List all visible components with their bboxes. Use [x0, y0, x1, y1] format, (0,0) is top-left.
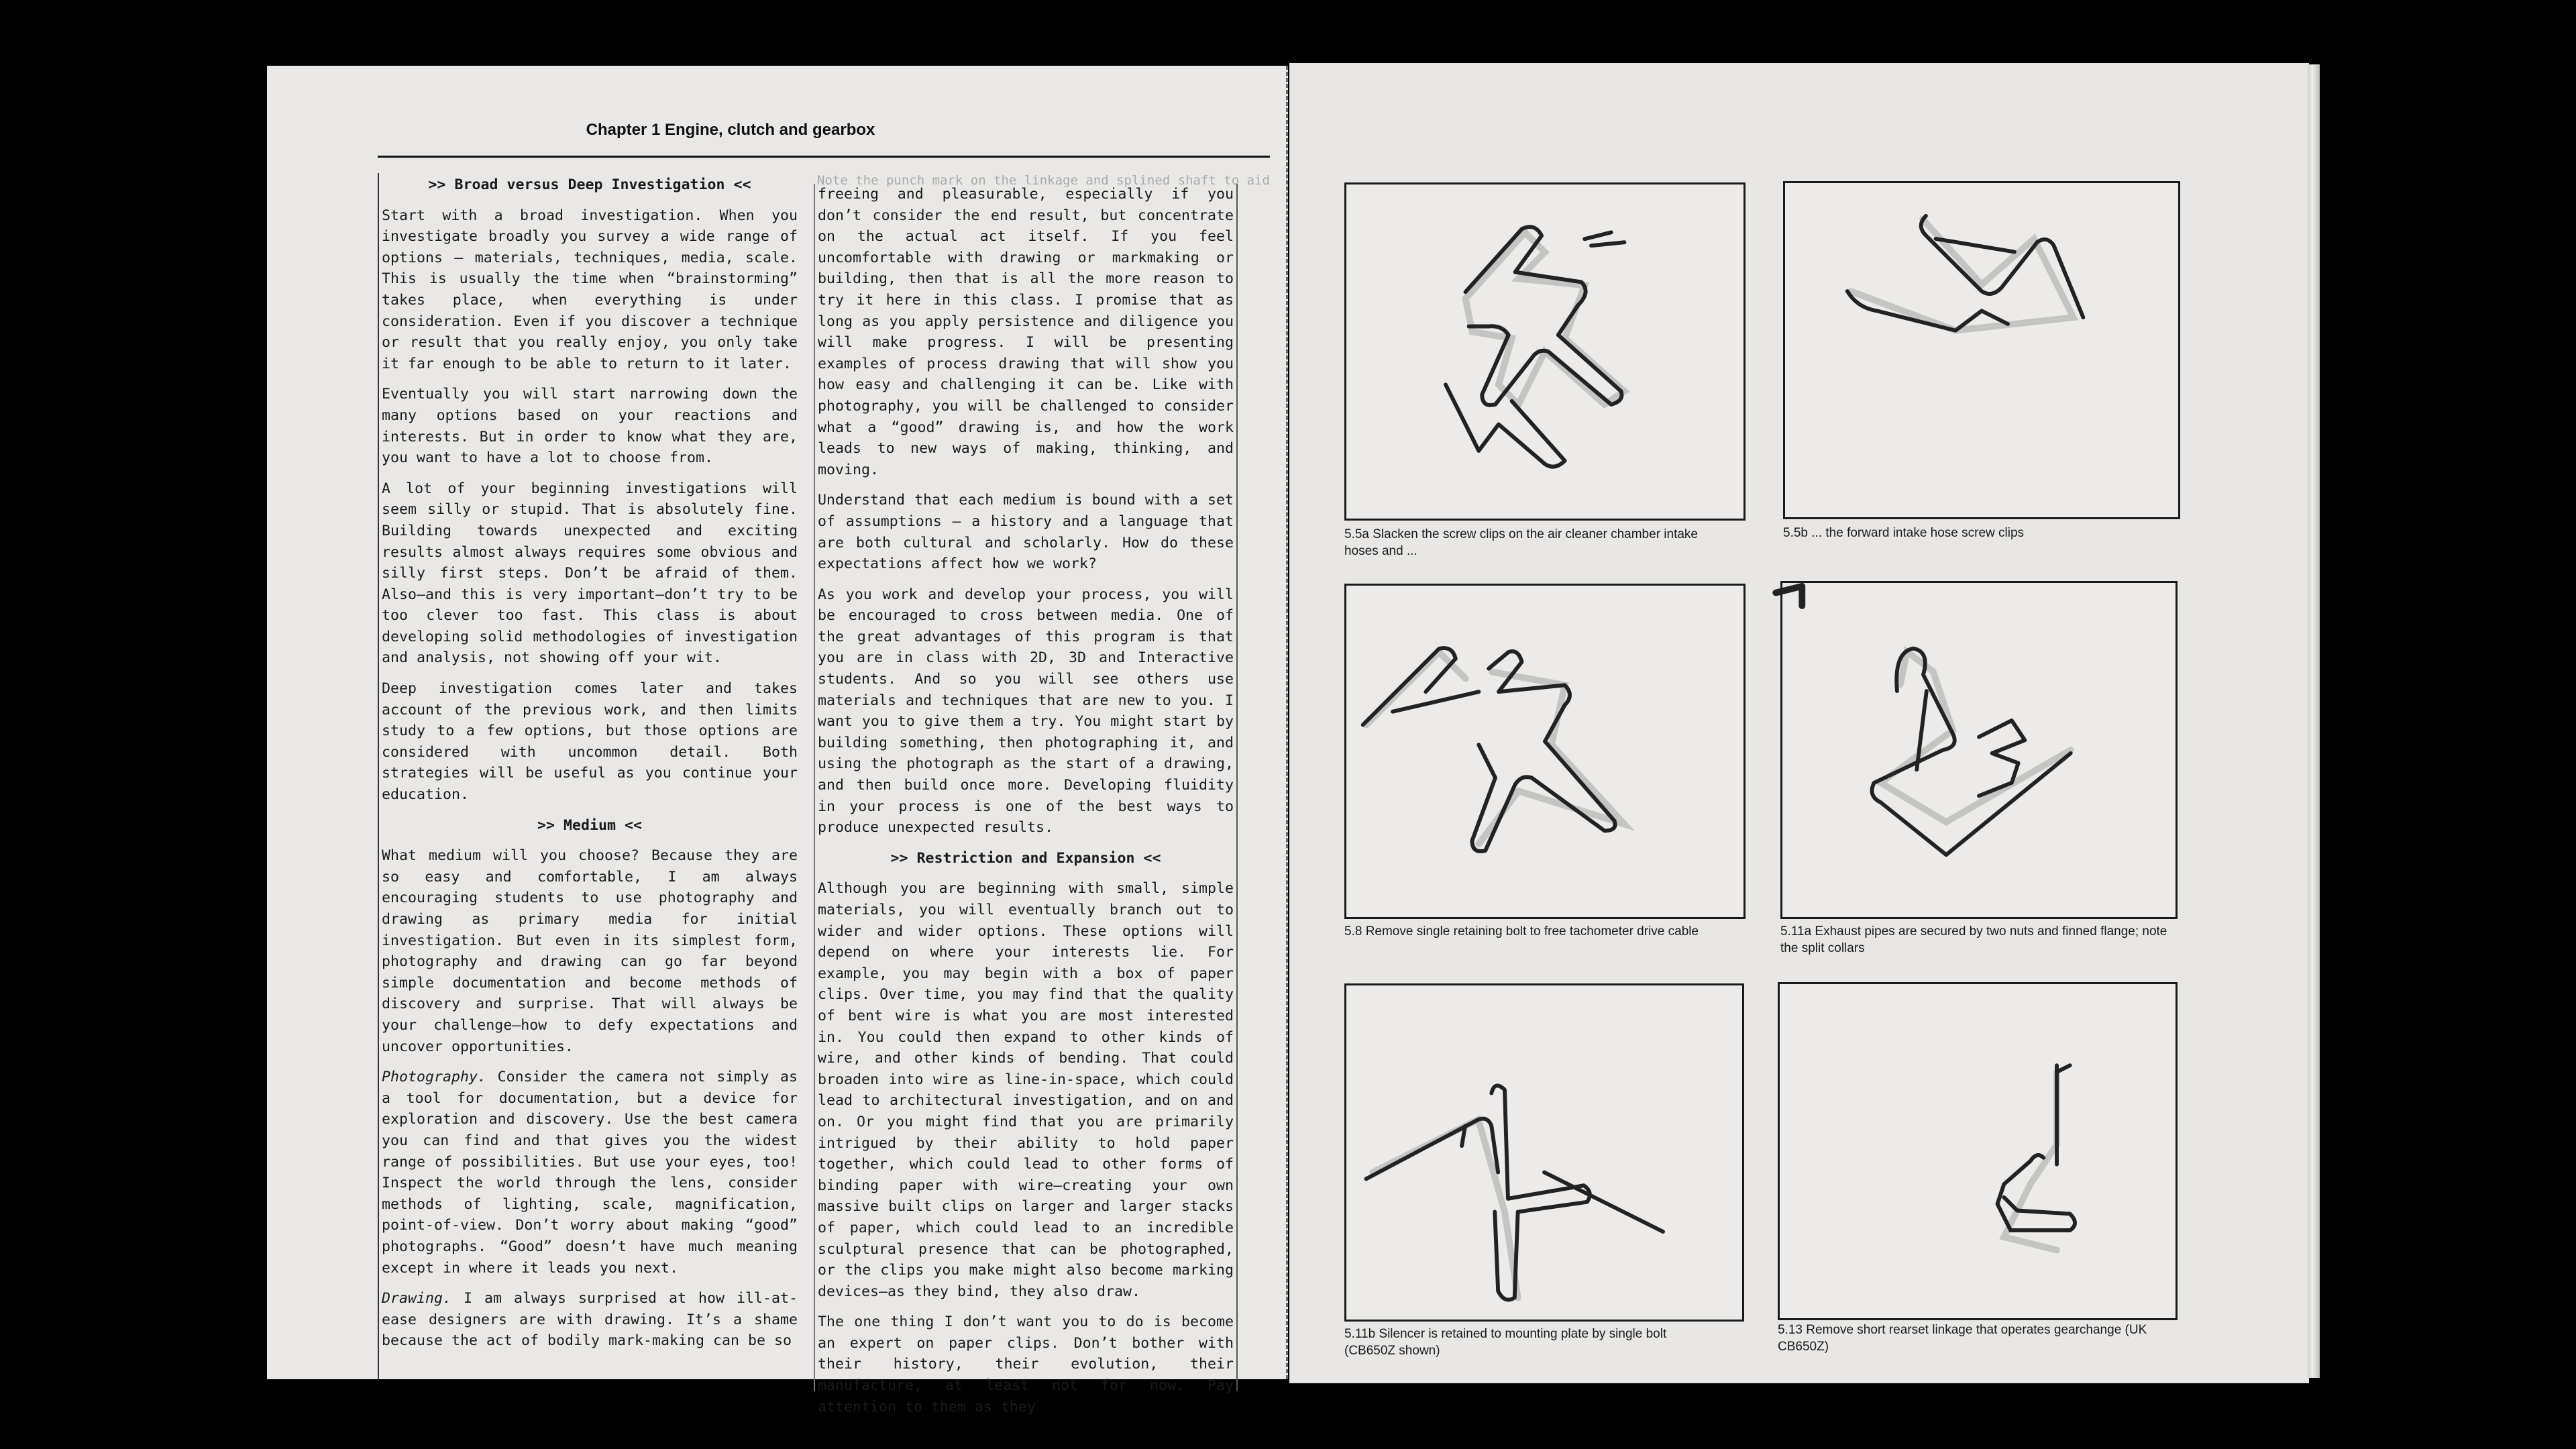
figure-5-11b	[1344, 983, 1744, 1359]
paragraph: freeing and pleasurable, especially if you don’t consider the end result, but concentrate on the actual act itself. If you feel uncomfortable with drawing or markmaking or building, then that is all the more reason to try it here in this class. I promise that as long as you apply persistence and diligence you will make progress. I will be presenting examples of process drawing that will show you how easy and challenging it can be. Like with photography, you will be challenged to consider what a “good” drawing is, and how the work leads to new ways of making, thinking, and moving.	[818, 186, 1234, 478]
figure-5-8	[1344, 584, 1746, 946]
photography-lead: Photography.	[382, 1069, 487, 1086]
heading-restriction-expansion: >> Restriction and Expansion <<	[890, 849, 1161, 867]
figure-photo	[1778, 982, 2178, 1320]
right-page	[1289, 63, 2309, 1383]
binding-gutter	[1286, 66, 1288, 1379]
paragraph: A lot of your beginning investigations will seem silly or stupid. That is absolutely fine. Building towards unexpected and exciting results almost always requires some obvious and silly first steps. Don’t be afraid of them. Also–and this is very important–don’t try to be too clever too fast. This class is about developing solid methodologies of investigation and analysis, not showing off your wit.	[382, 480, 798, 667]
paragraph: Although you are beginning with small, simple materials, you will eventually branch out to wider and wider options. These options will depend on where your interests lie. For example, you may begin with a box of paper clips. Over time, you may find that the quality of bent wire is what you are most interested in. You could then expand to other kinds of wire, and other kinds of bending. That could broaden into wire as line-in-space, which could lead to architectural investigation, and on and on. Or you might find that you are primarily intrigued by their ability to hold paper together, which could lead to other forms of binding paper with wire–creating your own massive built clips on larger and larger stacks of paper, which could lead to an incredible sculptural presence that can be photographed, or the clips you make might also become marking devices–as they bind, they also draw.	[818, 880, 1234, 1300]
paragraph: What medium will you choose? Because they are so easy and comfortable, I am always encouraging students to use photography and drawing as primary media for initial investigation. But even in its simplest form, photography and drawing can go far beyond simple documentation and become methods of discovery and surprise. That will always be your challenge–how to defy expectations and uncover opportunities.	[382, 847, 798, 1055]
text-column-1	[378, 173, 798, 1381]
paragraph: As you work and develop your process, you will be encouraged to cross between media. One of the great advantages of this program is that you are in class with 2D, 3D and Interactive students. And so you will see others use materials and techniques that are new to you. I want you to give them a try. You might start by building something, then photographing it, and using the photograph as the start of a drawing, and then build once more. Developing fluidity in your process is one of the best ways to produce unexpected results.	[818, 586, 1234, 837]
paper-clip-illustration	[1780, 984, 2176, 1318]
paper-clip-illustration	[1346, 985, 1742, 1320]
chapter-header-text: Chapter 1 Engine, clutch and gearbox	[586, 121, 875, 139]
figure-caption: 5.8 Remove single retaining bolt to free tachometer drive cable	[1344, 924, 1699, 938]
paragraph: Deep investigation comes later and takes account of the previous work, and then limits study to a few options, but those options are considered with uncommon detail. Both strategies will be useful as you continue your education.	[382, 680, 798, 804]
figure-caption: 5.11b Silencer is retained to mounting plate by single bolt (CB650Z shown)	[1344, 1327, 1667, 1358]
page-stack-edge	[2308, 64, 2320, 1378]
figure-5-5a	[1344, 182, 1746, 558]
left-page	[267, 66, 1288, 1415]
paper-clip-illustration	[1346, 586, 1743, 917]
figure-photo	[1344, 584, 1746, 919]
photography-body: Consider the camera not simply as a tool for documentation, but a device for exploration and discovery. Use the best camera you can find and that gives you the widest range of possibilities. But use your eyes, too! Inspect the world through the lens, consider methods of lighting, scale, magnification, point-of-view. Don’t worry about making “good” photographs. “Good” doesn’t have much meaning except in where it leads you next.	[382, 1069, 798, 1277]
paragraph-drawing	[382, 1288, 798, 1352]
figure-caption: 5.5b ... the forward intake hose screw clips	[1783, 526, 2025, 540]
text-column-2	[814, 184, 1238, 1415]
drawing-body: I am always surprised at how ill-at-ease designers are with drawing. It’s a shame because the act of bodily mark-making can be so	[382, 1290, 798, 1350]
figure-photo	[1783, 181, 2180, 519]
figure-caption: 5.5a Slacken the screw clips on the air cleaner chamber intake hoses and ...	[1344, 527, 1698, 558]
ghost-text-line: Note the punch mark on the linkage and splined shaft to aid	[817, 173, 1270, 188]
paragraph-photography	[382, 1067, 798, 1279]
header-rule	[378, 156, 1270, 158]
paragraph: Eventually you will start narrowing down the many options based on your reactions and interests. But in order to know what they are, you want to have a lot to choose from.	[382, 386, 798, 467]
figure-caption: 5.11a Exhaust pipes are secured by two nuts and finned flange; note the split collars	[1780, 924, 2167, 955]
paragraph: The one thing I don’t want you to do is become an expert on paper clips. Don’t bother with their history, their evolution, their manufacture, at least not for now. Pay attention to them as they	[818, 1313, 1234, 1415]
paper-clip-illustration	[1346, 184, 1743, 519]
paper-clip-illustration	[1782, 583, 2176, 917]
figure-5-11a	[1780, 581, 2178, 955]
figure-photo	[1780, 581, 2178, 919]
figure-photo	[1344, 983, 1744, 1322]
figure-caption: 5.13 Remove short rearset linkage that operates gearchange (UK CB650Z)	[1778, 1323, 2147, 1354]
figure-5-13	[1778, 982, 2178, 1358]
figure-5-5b	[1783, 181, 2180, 543]
paper-clip-illustration	[1785, 183, 2178, 517]
chapter-header	[267, 121, 1288, 140]
paragraph: Start with a broad investigation. When you investigate broadly you survey a wide range of options – materials, techniques, media, scale. This is usually the time when “brainstorming” takes place, when everything is under consideration. Even if you discover a technique or result that you really enjoy, you only take it far enough to be able to return to it later.	[382, 207, 798, 372]
figure-photo	[1344, 182, 1746, 521]
drawing-lead: Drawing.	[382, 1290, 452, 1307]
paragraph: Understand that each medium is bound with a set of assumptions – a history and a language that are both cultural and scholarly. How do these expectations affect how we work?	[818, 492, 1234, 573]
heading-broad-vs-deep: >> Broad versus Deep Investigation <<	[428, 176, 751, 193]
heading-medium: >> Medium <<	[537, 816, 642, 834]
